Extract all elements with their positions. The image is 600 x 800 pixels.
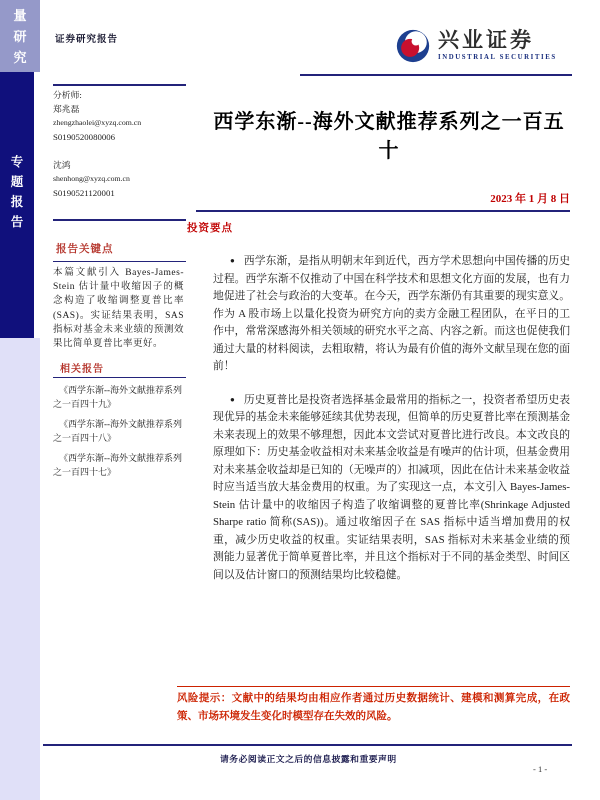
bullet-icon: ●: [230, 256, 235, 265]
key-points-heading: 报告关键点: [56, 244, 114, 255]
bullet-icon: ●: [230, 394, 235, 404]
highlights-heading: 投资要点: [187, 223, 233, 234]
footer-disclaimer: 请务必阅读正文之后的信息披露和重要声明: [220, 754, 397, 764]
body-paragraph: [213, 391, 570, 585]
report-type-label: 证券研究报告: [55, 35, 119, 45]
brand-name-en: INDUSTRIAL SECURITIES: [438, 54, 557, 61]
sidebar-category-block: [0, 0, 40, 72]
date-divider: [196, 210, 570, 212]
analyst-name: 沈鸿: [53, 160, 71, 170]
related-report-item: 《西学东渐--海外文献推荐系列之一百四十九》: [53, 385, 182, 409]
related-report-item: 《西学东渐--海外文献推荐系列之一百四十七》: [53, 453, 182, 477]
analyst-email: shenhong@xyzq.com.cn: [53, 174, 130, 183]
report-body: [213, 252, 570, 599]
body-paragraph: [213, 252, 570, 376]
sidebar-report-type-char: 专: [10, 155, 24, 169]
logo-text: [438, 27, 557, 61]
report-date: 2023 年 1 月 8 日: [490, 193, 570, 205]
analyst-name: 郑兆磊: [53, 104, 80, 114]
analyst-license: S0190520080006: [53, 132, 116, 142]
related-reports-heading: 相关报告: [60, 364, 104, 375]
sidebar-report-type-char: 题: [10, 175, 24, 189]
sidebar-report-type-block: [0, 72, 34, 338]
analyst-block: [53, 88, 187, 200]
key-points-divider: [53, 261, 186, 262]
analyst-email: zhengzhaolei@xyzq.com.cn: [53, 118, 142, 127]
sidebar-category-char: 量: [13, 8, 27, 23]
related-report-item: 《西学东渐--海外文献推荐系列之一百四十八》: [53, 419, 182, 443]
analyst-divider-bottom: [53, 219, 186, 221]
risk-divider: [177, 686, 570, 687]
analyst-license: S0190521120001: [53, 188, 115, 198]
page-number: - 1 -: [533, 764, 548, 774]
logo-swirl-icon: [394, 27, 432, 65]
analyst-divider-top: [53, 84, 186, 86]
risk-warning-text: 风险提示：文献中的结果均由相应作者通过历史数据统计、建模和测算完成，在政策、市场环境发生变化时模型存在失效的风险。: [177, 693, 570, 722]
related-reports-divider: [53, 377, 186, 378]
footer-divider: [43, 744, 572, 746]
body-paragraph-text: 西学东渐，是指从明朝末年到近代，西方学术思想向中国传播的历史过程。西学东渐不仅推动了中国在科学技术和思想文化方面的发展，也有力地促进了社会与政治的大变革。在今天，西学东渐仍有其重要的现实意义。作为 A 股市场上以量化投资为研究方向的卖方金融工程团队，在平日的工作中，常常深感海外相关领域的研究水平之高、内容之新。而这也促使我们通过大量的材料阅读，去粗取精，将认为最有价值的海外文献呈现在您的面前！: [213, 255, 571, 372]
sidebar-report-type-char: 告: [10, 215, 24, 229]
header-divider: [300, 74, 572, 76]
key-points-text: 本篇文献引入 Bayes-James-Stein 估计量中收缩因子的概念构造了收缩调整夏普比率(SAS)。实证结果表明，SAS 指标对基金未来业绩的预测效果比简单夏普比率更好。: [53, 268, 184, 350]
sidebar-category-char: 究: [13, 50, 27, 65]
page-title: 西学东渐--海外文献推荐系列之一百五十: [213, 111, 565, 162]
related-reports-list: [53, 383, 184, 485]
brand-name-cn: 兴业证券: [438, 28, 534, 52]
body-paragraph-text: 历史夏普比是投资者选择基金最常用的指标之一，投资者希望历史表现优异的基金未来能够延续其优势表现，但简单的历史夏普比率在预测基金未来表现上的效果不够理想，因此本文尝试对夏普比进行改良。本文改良的原理如下：历史基金收益相对未来基金收益是有噪声的估计项，但基金费用对未来基金收益却是已知的（无噪声的）扣减项，因此在估计未来基金收益时应当适当放大基金费用的权重。为了实现这一点，本文引入 Bayes-James-Stein 估计量中的收缩因子构造了收缩调整的夏普比率(Shrinkage Adjusted Sharpe ratio 简称(SAS))。通过收缩因子在 SAS 指标中适当增加费用的权重，减少历史收益的权重。实证结果表明，SAS 指标对未来基金业绩的预测能力显著优于简单夏普比率，并且这个指标对于不同的基金类型、时间区间以及估计窗口的预测结果均比较稳健。: [213, 393, 571, 581]
sidebar-lavender-strip: [0, 338, 40, 800]
sidebar-category-char: 研: [13, 29, 27, 44]
spacer: [53, 144, 187, 158]
company-logo: [394, 27, 557, 65]
analyst-label: 分析师:: [53, 90, 82, 100]
sidebar-report-type-char: 报: [10, 195, 24, 209]
